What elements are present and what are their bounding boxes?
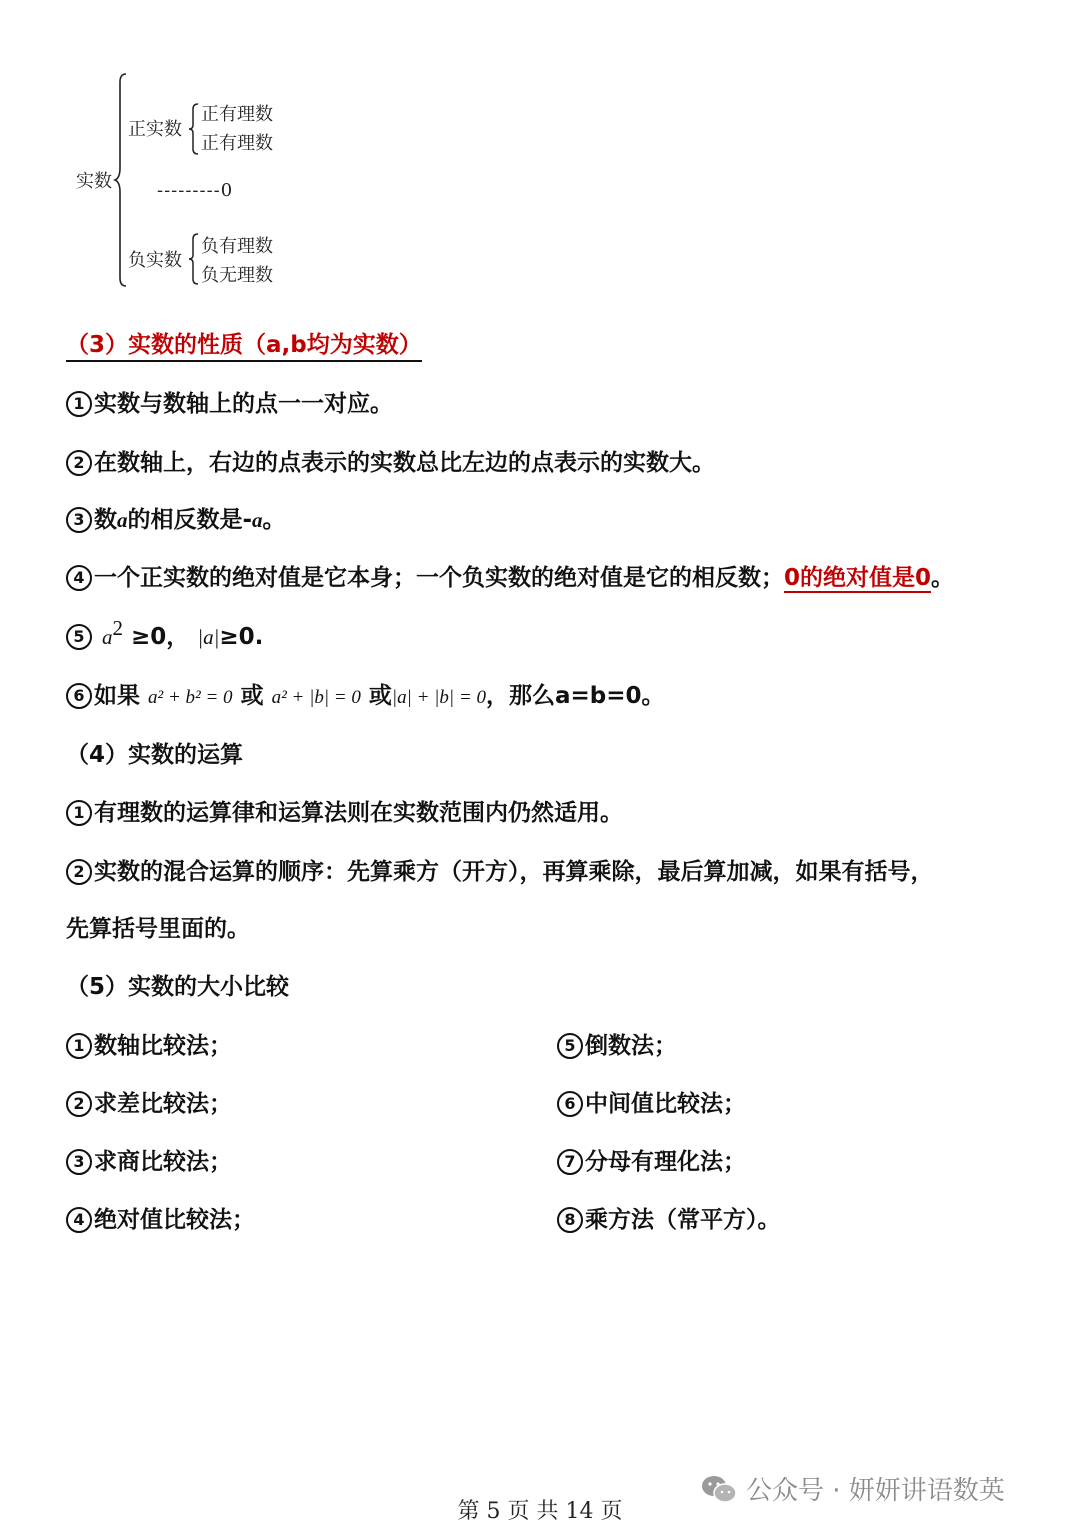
- formula-3: |a| + |b| = 0: [391, 687, 486, 708]
- circled-number: 1: [66, 391, 92, 417]
- section5-left-item-2: 2 求差比较法；: [66, 1089, 232, 1119]
- circled-number: 2: [66, 450, 92, 476]
- tree-negative: 负实数: [128, 250, 182, 271]
- formula-2: a² + |b| = 0: [271, 687, 361, 708]
- section3-item-4: 4 一个正实数的绝对值是它本身；一个负实数的绝对值是它的相反数；0的绝对值是0。: [66, 563, 954, 593]
- circled-number: 5: [557, 1033, 583, 1059]
- tree-positive-child-2: 正有理数: [201, 133, 273, 154]
- section3-item-5: 5 $a^2 \ge 0$， |a|≥0.: [66, 622, 263, 652]
- circled-number: 6: [66, 683, 92, 709]
- section5-right-item-5: 5 倒数法；: [557, 1031, 677, 1061]
- positive-brace: [188, 103, 200, 155]
- circled-number: 6: [557, 1091, 583, 1117]
- tree-root: 实数: [76, 171, 112, 192]
- circled-number: 7: [557, 1149, 583, 1175]
- section3-heading: （3）实数的性质（a,b均为实数）: [66, 330, 422, 362]
- circled-number: 8: [557, 1207, 583, 1233]
- tree-positive: 正实数: [128, 119, 182, 140]
- section3-item-3: 3 数a的相反数是-a。: [66, 505, 286, 535]
- watermark-text: 公众号 · 妍妍讲语数英: [746, 1476, 1005, 1506]
- section5-right-item-8: 8 乘方法（常平方）。: [557, 1205, 781, 1235]
- section4-heading: （4）实数的运算: [66, 742, 244, 768]
- circled-number: 1: [66, 1033, 92, 1059]
- circled-number: 1: [66, 800, 92, 826]
- circled-number: 5: [66, 624, 92, 650]
- section5-left-item-1: 1 数轴比较法；: [66, 1031, 232, 1061]
- circled-number: 3: [66, 507, 92, 533]
- section5-left-item-3: 3 求商比较法；: [66, 1147, 232, 1177]
- circled-number: 2: [66, 859, 92, 885]
- negative-brace: [188, 233, 200, 285]
- circled-number: 2: [66, 1091, 92, 1117]
- section5-right-item-6: 6 中间值比较法；: [557, 1089, 746, 1119]
- tree-negative-child-1: 负有理数: [201, 236, 273, 257]
- section3-item-2: 2 在数轴上，右边的点表示的实数总比左边的点表示的实数大。: [66, 448, 715, 478]
- section5-heading: （5）实数的大小比较: [66, 974, 290, 1000]
- circled-number: 3: [66, 1149, 92, 1175]
- section4-item-1: 1 有理数的运算律和运算法则在实数范围内仍然适用。: [66, 798, 623, 828]
- section4-item-2-continued: 先算括号里面的。: [66, 916, 250, 942]
- highlighted-rule: 0的绝对值是0: [784, 565, 932, 591]
- circled-number: 4: [66, 1207, 92, 1233]
- section5-left-item-4: 4 绝对值比较法；: [66, 1205, 255, 1235]
- section4-item-2: 2 实数的混合运算的顺序：先算乘方（开方），再算乘除，最后算加减，如果有括号，: [66, 857, 934, 887]
- section5-right-item-7: 7 分母有理化法；: [557, 1147, 746, 1177]
- page-number: 第 5 页 共 14 页: [457, 1499, 623, 1524]
- tree-positive-child-1: 正有理数: [201, 104, 273, 125]
- tree-negative-child-2: 负无理数: [201, 265, 273, 286]
- formula-1: a² + b² = 0: [148, 687, 233, 708]
- circled-number: 4: [66, 565, 92, 591]
- tree-zero: ---------0: [157, 180, 234, 201]
- section3-item-6: 6 如果 a² + b² = 0 或 a² + |b| = 0 或|a| + |b| = 0，那么a=b=0。: [66, 681, 664, 713]
- section3-item-1: 1 实数与数轴上的点一一对应。: [66, 389, 393, 419]
